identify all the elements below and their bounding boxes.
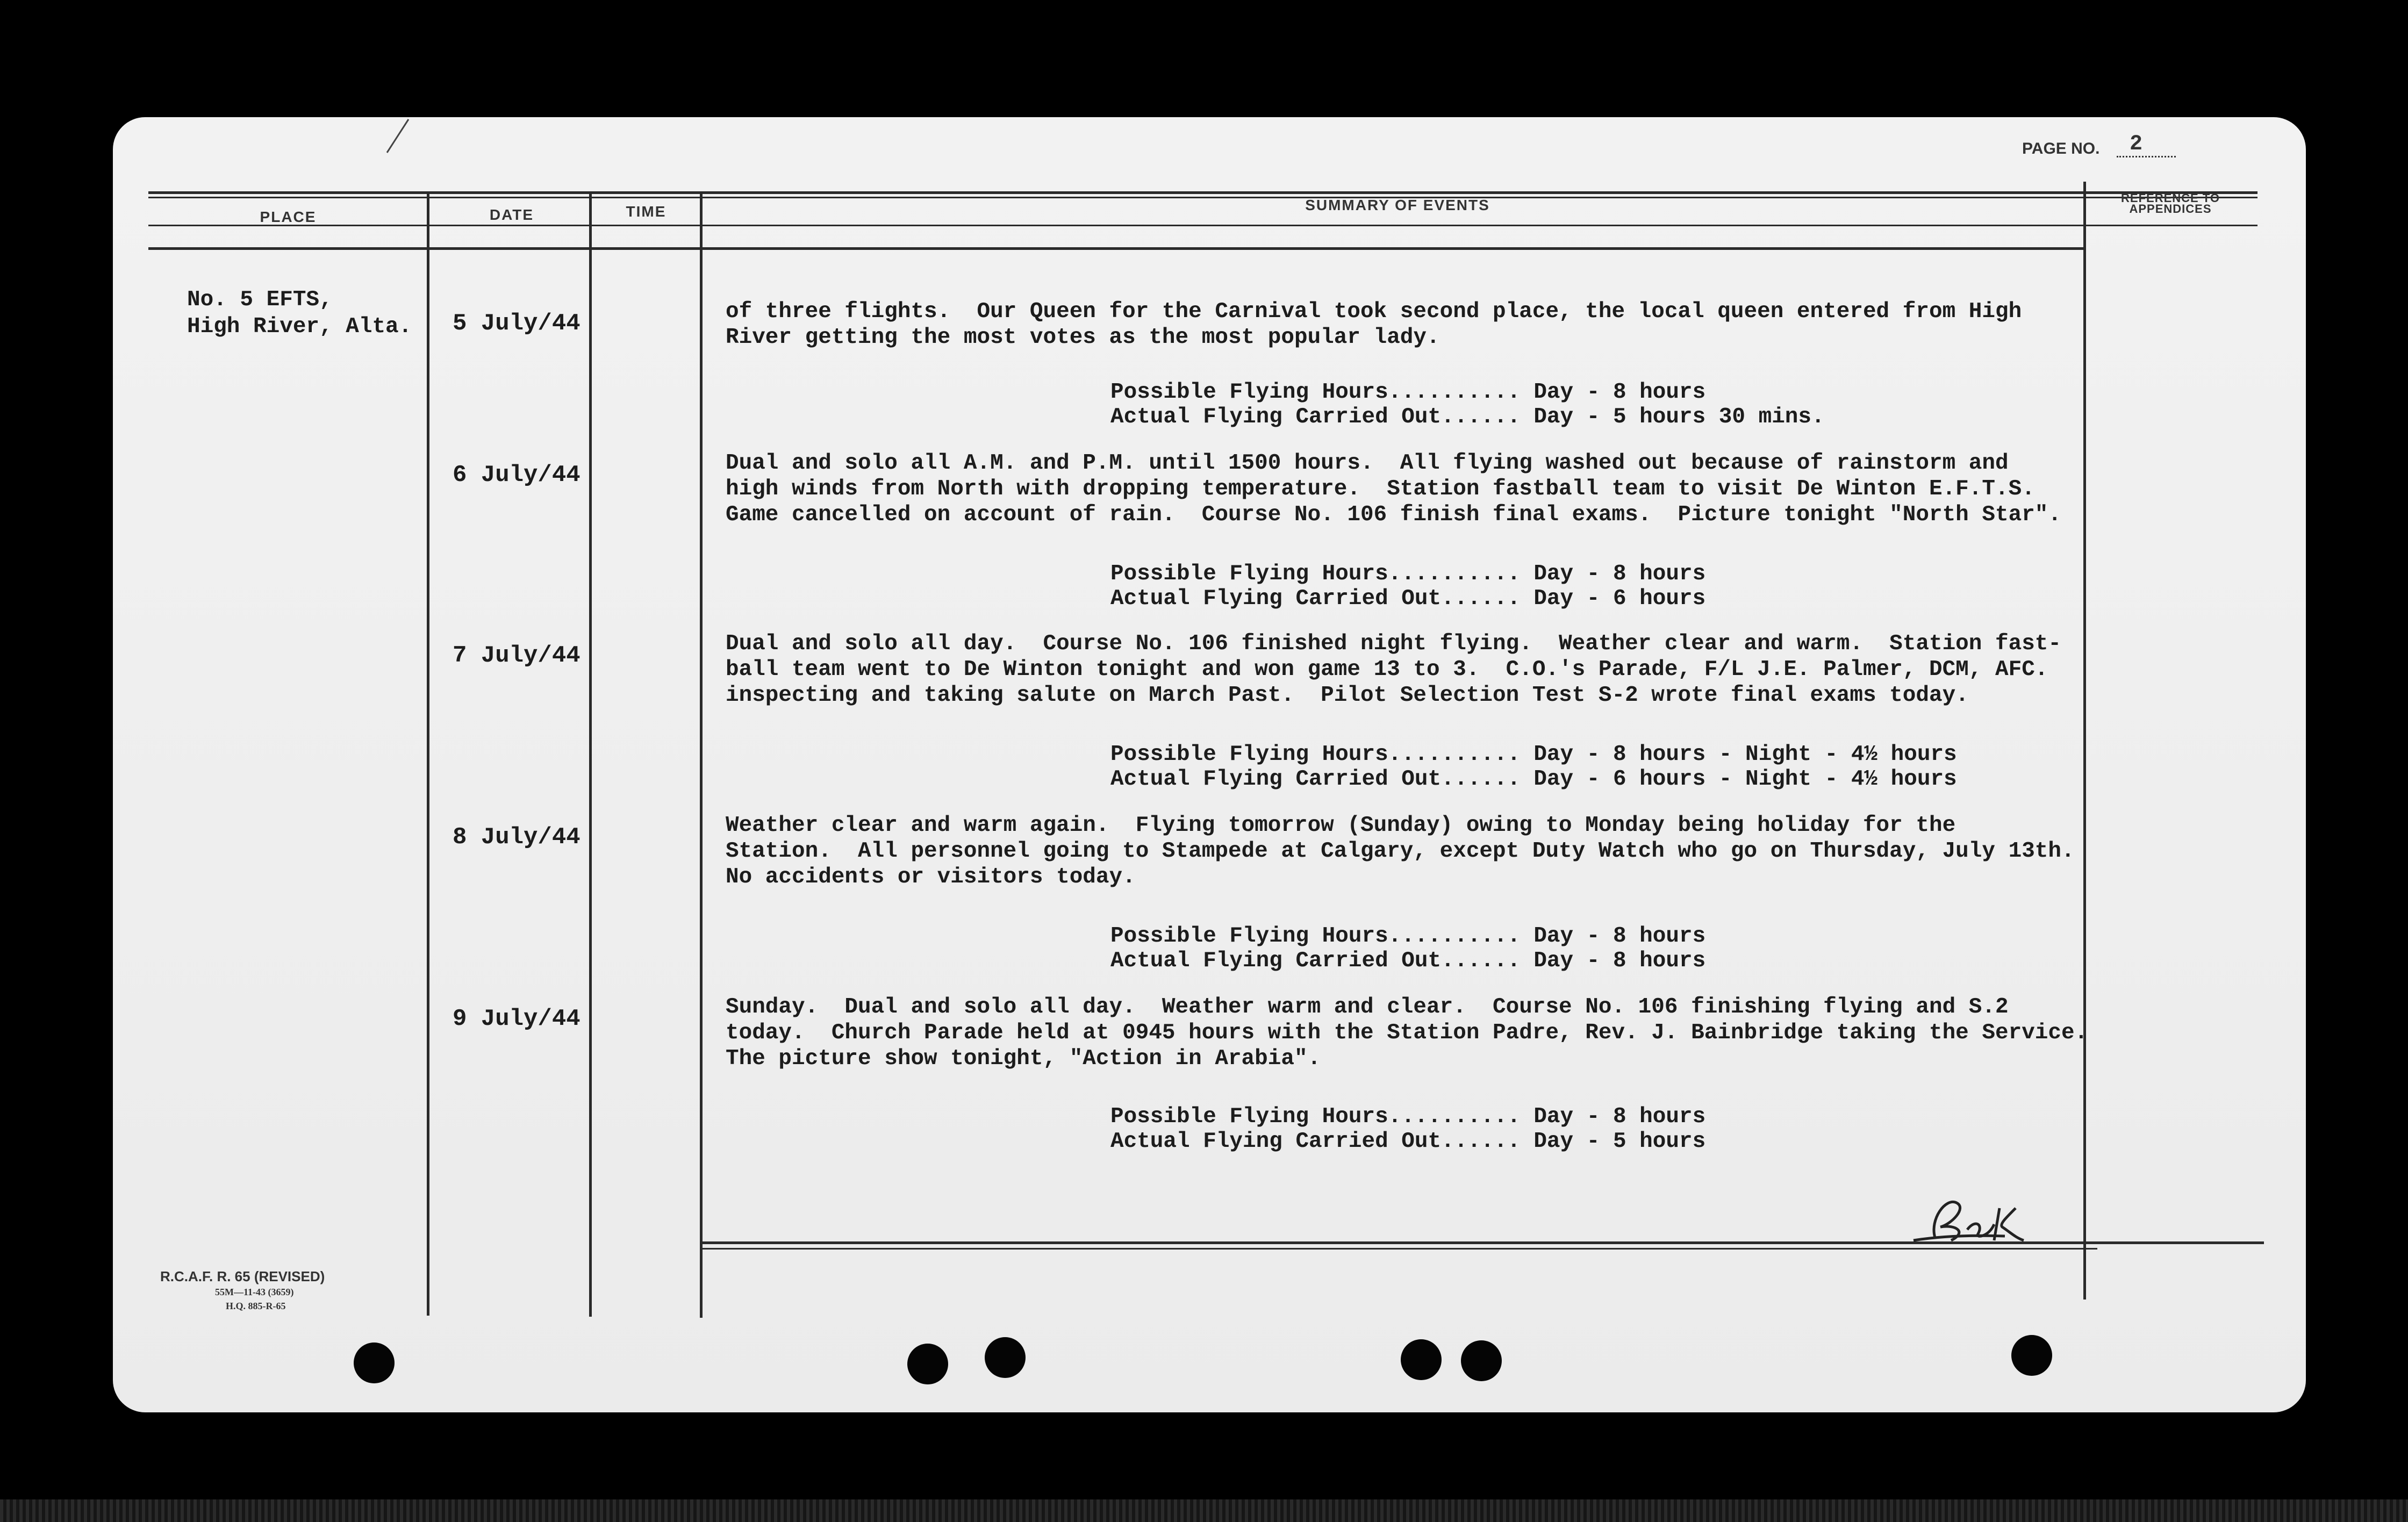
possible-hours: Possible Flying Hours.......... Day - 8 hours — [1110, 562, 1706, 586]
punch-hole — [985, 1337, 1026, 1378]
header-bottom-rule — [148, 247, 2083, 250]
page-number-dots — [2117, 156, 2176, 157]
col-divider-time — [700, 192, 703, 1318]
punch-hole — [907, 1344, 948, 1384]
actual-hours: Actual Flying Carried Out...... Day - 5 hours 30 mins. — [1110, 405, 1825, 429]
actual-hours: Actual Flying Carried Out...... Day - 6 hours - Night - 4½ hours — [1110, 767, 1957, 792]
entry-text-line: No accidents or visitors today. — [726, 865, 1136, 889]
actual-hours: Actual Flying Carried Out...... Day - 5 hours — [1110, 1129, 1706, 1154]
entry-text-line: Station. All personnel going to Stampede at Calgary, except Duty Watch who go on Thursday, July 13th. — [726, 839, 2075, 864]
punch-hole — [1461, 1340, 1502, 1381]
entry-text-line: today. Church Parade held at 0945 hours with the Station Padre, Rev. J. Bainbridge taking the Service. — [726, 1021, 2088, 1045]
place-line-2: High River, Alta. — [187, 314, 412, 339]
possible-hours: Possible Flying Hours.......... Day - 8 hours — [1110, 380, 1706, 405]
diary-form-sheet — [113, 117, 2306, 1412]
header-date: DATE — [489, 206, 534, 223]
entry-text-line: Weather clear and warm again. Flying tomorrow (Sunday) owing to Monday being holiday for the — [726, 813, 1956, 838]
entry-text-line: River getting the most votes as the most popular lady. — [726, 325, 1440, 350]
entry-text-line: high winds from North with dropping temperature. Station fastball team to visit De Winton E.F.T.S. — [726, 477, 2035, 501]
form-print-code: 55M—11-43 (3659) — [215, 1287, 294, 1297]
header-time: TIME — [626, 203, 666, 220]
form-id: R.C.A.F. R. 65 (REVISED) — [160, 1268, 325, 1284]
scan-border — [0, 1499, 2408, 1522]
form-hq-code: H.Q. 885-R-65 — [226, 1301, 286, 1311]
punch-hole — [2011, 1335, 2052, 1376]
possible-hours: Possible Flying Hours.......... Day - 8 hours — [1110, 1104, 1706, 1129]
col-divider-date — [589, 192, 592, 1317]
entry-date: 5 July/44 — [453, 310, 580, 337]
actual-hours: Actual Flying Carried Out...... Day - 8 hours — [1110, 949, 1706, 973]
actual-hours: Actual Flying Carried Out...... Day - 6 hours — [1110, 586, 1706, 611]
page-number-value: 2 — [2130, 132, 2143, 156]
bottom-rule-2 — [700, 1248, 2097, 1250]
possible-hours: Possible Flying Hours.......... Day - 8 hours — [1110, 924, 1706, 949]
header-reference-1: REFERENCE TO — [2121, 191, 2220, 205]
pencil-mark — [382, 117, 414, 155]
place-line-1: No. 5 EFTS, — [187, 288, 333, 312]
col-divider-summary — [2083, 182, 2086, 1300]
page-number-label: PAGE NO. — [2022, 140, 2100, 157]
header-top-rule — [148, 191, 2258, 194]
punch-hole — [354, 1342, 395, 1383]
entry-date: 6 July/44 — [453, 462, 580, 489]
entry-text-line: The picture show tonight, "Action in Arabia". — [726, 1046, 1321, 1071]
entry-date: 8 July/44 — [453, 824, 580, 851]
entry-text-line: Dual and solo all A.M. and P.M. until 1500 hours. All flying washed out because of rainstorm and — [726, 451, 2009, 476]
entry-date: 7 July/44 — [453, 642, 580, 669]
col-divider-place — [427, 192, 429, 1316]
punch-hole — [1401, 1339, 1442, 1380]
possible-hours: Possible Flying Hours.......... Day - 8 hours - Night - 4½ hours — [1110, 742, 1957, 767]
header-summary: SUMMARY OF EVENTS — [1305, 197, 1490, 213]
header-place: PLACE — [260, 209, 317, 225]
entry-text-line: Sunday. Dual and solo all day. Weather warm and clear. Course No. 106 finishing flying and S.2 — [726, 995, 2009, 1020]
header-sub-rule — [148, 225, 2258, 226]
header-reference-2: APPENDICES — [2129, 202, 2212, 216]
entry-text-line: Game cancelled on account of rain. Course No. 106 finish final exams. Picture tonight "North Star". — [726, 502, 2062, 527]
entry-text-line: inspecting and taking salute on March Past. Pilot Selection Test S-2 wrote final exams today. — [726, 683, 1969, 708]
entry-text-line: ball team went to De Winton tonight and won game 13 to 3. C.O.'s Parade, F/L J.E. Palmer, DCM, AFC. — [726, 657, 2048, 682]
entry-date: 9 July/44 — [453, 1006, 580, 1032]
entry-text-line: of three flights. Our Queen for the Carnival took second place, the local queen entered from High — [726, 299, 2022, 324]
signature-initials — [1908, 1187, 2048, 1251]
entry-text-line: Dual and solo all day. Course No. 106 finished night flying. Weather clear and warm. Station fast- — [726, 631, 2062, 656]
